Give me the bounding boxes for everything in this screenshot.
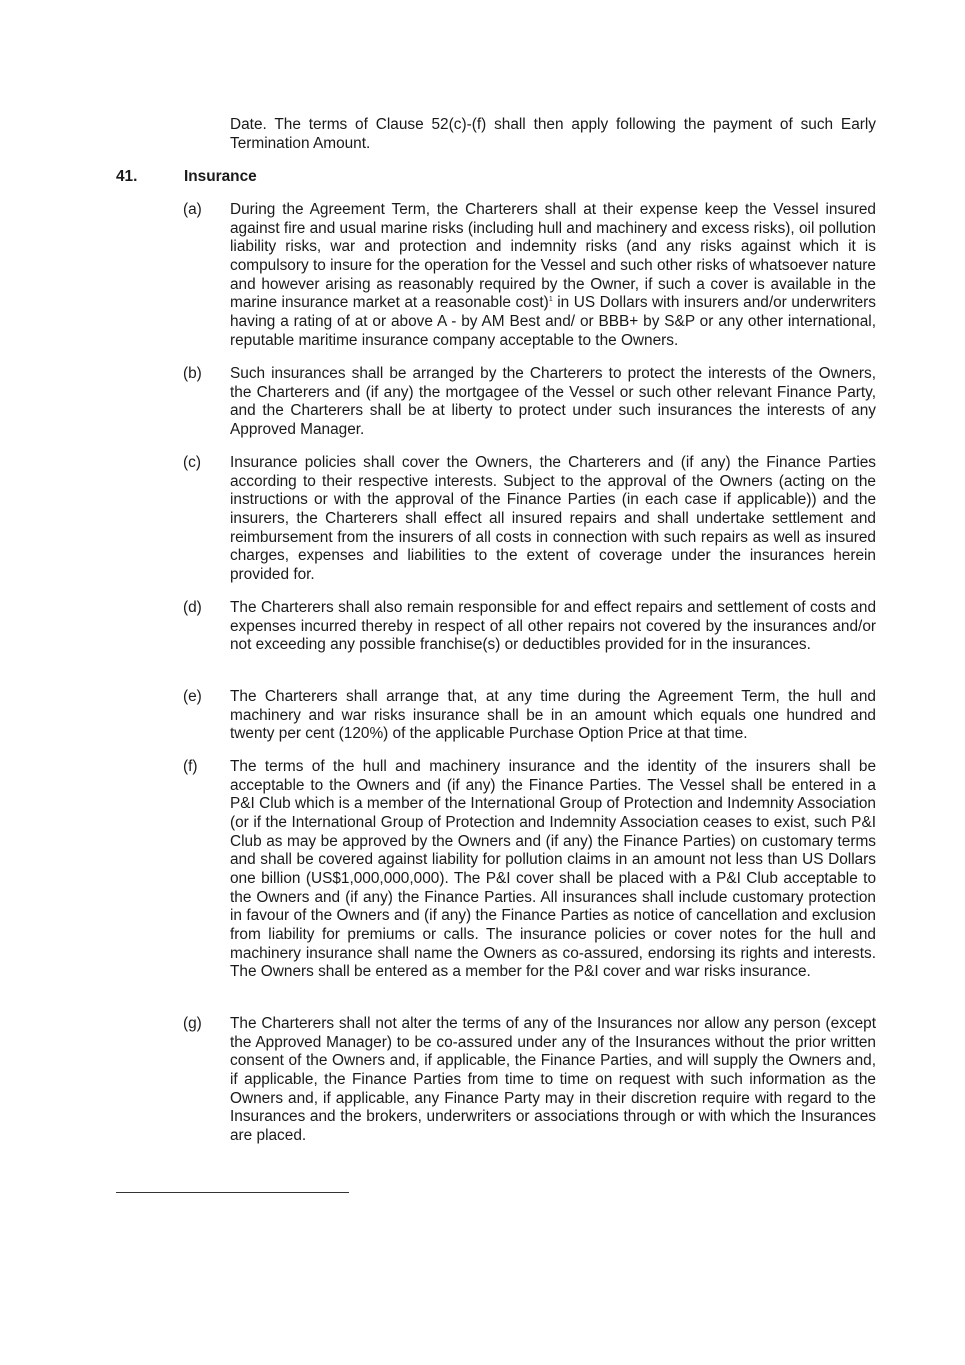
- clause-item-f: [183, 758, 876, 982]
- item-label: (e): [183, 688, 202, 705]
- item-text: The Charterers shall arrange that, at any time during the Agreement Term, the hull and machinery and war risks insurance shall be in an amount which equals one hundred and twenty per cent (120%) of the applicable Purchase Option Price at that time.: [230, 688, 876, 743]
- carryover-paragraph: Date. The terms of Clause 52(c)-(f) shall then apply following the payment of such Early Termination Amount.: [230, 116, 876, 152]
- clause-title: Insurance: [184, 168, 257, 185]
- clause-item-g: [183, 1015, 876, 1146]
- clause-item-d: [183, 599, 876, 655]
- item-label: (b): [183, 365, 202, 382]
- item-text: Insurance policies shall cover the Owners, the Charterers and (if any) the Finance Parties according to their respective interests. Subject to the approval of the Owners (acting on the instructions or with the approval of the Finance Parties (in each case if applicable)) and the insurers, the Charterers shall effect all insured repairs and shall undertake settlement and reimbursement from the insurers of all costs in connection with such repairs as well as insured charges, expenses and liabilities to the extent of coverage under the insurances herein provided for.: [230, 454, 876, 583]
- item-text: Such insurances shall be arranged by the Charterers to protect the interests of the Owners, the Charterers and (if any) the mortgagee of the Vessel or such other relevant Finance Party, and the Charterers shall be at liberty to protect under such insurances the interests of any Approved Manager.: [230, 365, 876, 438]
- item-label: (a): [183, 201, 202, 218]
- item-text: The terms of the hull and machinery insurance and the identity of the insurers shall be acceptable to the Owners and (if any) the Finance Parties. The Vessel shall be entered in a P&I Club which is a member of the International Group of Protection and Indemnity Association (or if the International Group of Protection and Indemnity Association ceases to exist, such P&I Club as may be approved by the Owners and (if any) the Finance Parties) on customary terms and shall be covered against liability for pollution claims in an amount not less than US Dollars one billion (US$1,000,000,000). The P&I cover shall be placed with a P&I Club acceptable to the Owners and (if any) the Finance Parties. All insurances shall include customary protection in favour of the Owners and (if any) the Finance Parties as notice of cancellation and exclusion from liability for premiums or calls. The insurance policies or cover notes for the hull and machinery insurance shall name the Owners as co-assured, endorsing its rights and interests. The Owners shall be entered as a member for the P&I cover and war risks insurance.: [230, 758, 876, 981]
- item-label: (c): [183, 454, 201, 471]
- item-label: (d): [183, 599, 202, 616]
- item-text: [230, 201, 876, 350]
- item-text: The Charterers shall also remain responsible for and effect repairs and settlement of costs and expenses incurred thereby in respect of all other repairs not covered by the insurances and/or not exceeding any possible franchise(s) or deductibles provided for in the insurances.: [230, 599, 876, 654]
- clause-item-a: [183, 201, 876, 350]
- item-label: (f): [183, 758, 198, 775]
- item-label: (g): [183, 1015, 202, 1032]
- item-text: The Charterers shall not alter the terms of any of the Insurances nor allow any person (except the Approved Manager) to be co-assured under any of the Insurances without the prior written consent of the Owners and, if applicable, the Finance Parties, and will supply the Owners and, if applicable, the Finance Parties from time to time on request with such information as the Owners and, if applicable, any Finance Party may in their discretion require with regard to the Insurances and the brokers, underwriters or associations through or with which the Insurances are placed.: [230, 1015, 876, 1144]
- footnote-reference[interactable]: 1: [548, 296, 553, 304]
- clause-item-e: [183, 688, 876, 744]
- footnote-separator: [116, 1192, 349, 1193]
- clause-item-b: [183, 365, 876, 440]
- item-text-part: in US Dollars with insurers and/or underwriters having a rating of at or above A - by AM Best and/ or BBB+ by S&P or any other international, reputable maritime insurance company acceptable to the Owners.: [230, 294, 876, 349]
- clause-item-c: [183, 454, 876, 585]
- clause-number: 41.: [116, 168, 138, 185]
- item-text-part: During the Agreement Term, the Charterers shall at their expense keep the Vessel insured against fire and usual marine risks (including hull and machinery and excess risks), oil pollution liability risks, war and protection and indemnity risks (and any risks against which it is compulsory to insure for the operation for the Vessel and such other risks of whatsoever nature and however arising as reasonably required by the Owner, if such a cover is available in the marine insurance market at a reasonable cost): [230, 201, 876, 312]
